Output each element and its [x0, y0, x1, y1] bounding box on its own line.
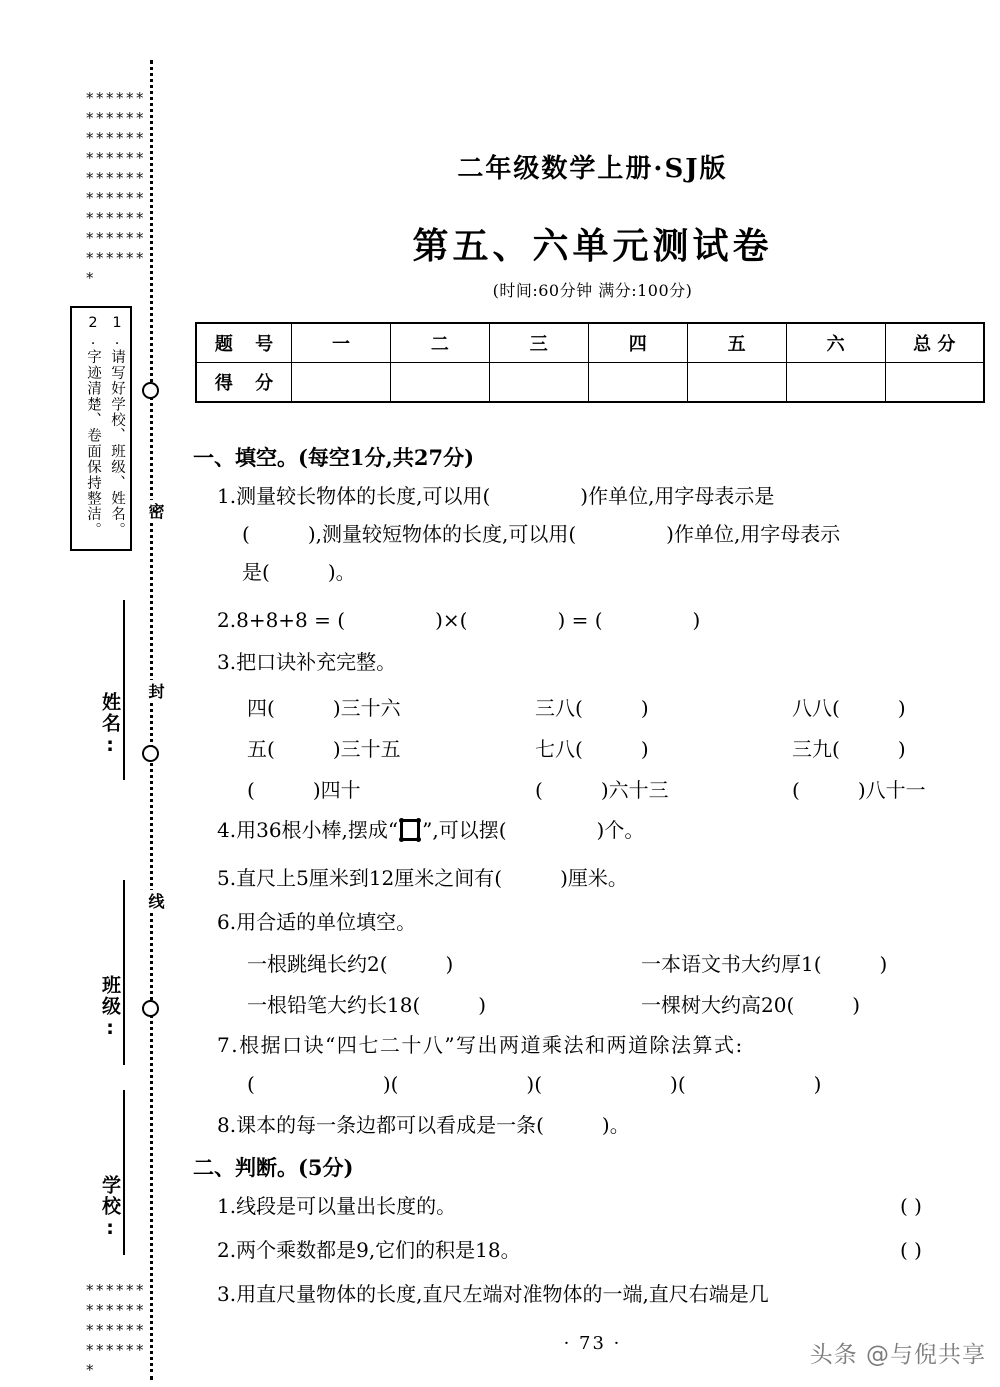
question-5 — [217, 866, 628, 891]
star-decoration-bottom: ************************* — [86, 1281, 146, 1376]
q3-r3c2-b: )六十三 — [600, 778, 669, 802]
q3-row2-col2 — [535, 733, 649, 762]
exam-meta: (时间:60分钟 满分:100分) — [492, 281, 693, 300]
field-label-class: 班级: — [99, 975, 121, 1041]
q3-r3c1-b: )四十 — [312, 778, 361, 802]
q6-item2-left — [247, 989, 486, 1018]
q6-text: 用合适的单位填空。 — [236, 910, 417, 934]
seal-circle-icon — [142, 1000, 159, 1017]
question-8-number: 8. — [217, 1113, 237, 1137]
q1-l2-a: ( — [242, 522, 250, 546]
score-cell-total[interactable] — [885, 363, 984, 403]
subject-line: 二年级数学上册·SJ版 — [457, 154, 728, 184]
q5-a: 直尺上5厘米到12厘米之间有( — [236, 866, 503, 890]
q7-paren-1: )( — [382, 1072, 399, 1096]
seal-dotted-line — [150, 60, 156, 1380]
q5-b: )厘米。 — [560, 866, 628, 890]
score-table-col-1: 一 — [292, 323, 391, 363]
judge-3-text: 用直尺量物体的长度,直尺左端对准物体的一端,直尺右端是几 — [236, 1282, 769, 1306]
score-table-col-3: 三 — [489, 323, 588, 363]
q6-i1-right-b: ) — [879, 952, 888, 976]
page-title: 第五、六单元测试卷 — [412, 225, 773, 267]
q3-r1c1-a: 四( — [247, 696, 275, 720]
q1-l2-c: )作单位,用字母表示 — [666, 522, 841, 546]
q3-r2c1-b: )三十五 — [332, 737, 401, 761]
q2-d: ) — [692, 608, 701, 632]
q3-row1-col2 — [535, 692, 649, 721]
q7-paren-0: ( — [247, 1072, 255, 1096]
instruction-line-1: 1.请写好学校、班级、姓名。 — [109, 315, 125, 538]
field-rule-class[interactable] — [123, 880, 125, 1065]
judge-3-number: 3. — [217, 1282, 237, 1306]
q3-r1c2-b: ) — [640, 696, 649, 720]
q3-row2-col1 — [247, 733, 401, 762]
q3-r2c2-a: 七八( — [535, 737, 583, 761]
judge-1-number: 1. — [217, 1194, 237, 1218]
seal-circle-icon — [142, 745, 159, 762]
question-1-line-1 — [217, 484, 774, 509]
score-table-rowhead-score: 得 分 — [196, 363, 292, 403]
q3-r3c3-a: ( — [792, 778, 800, 802]
score-cell-6[interactable] — [786, 363, 885, 403]
seal-margin — [0, 0, 185, 1387]
q3-r3c2-a: ( — [535, 778, 543, 802]
score-table-rowhead-question: 题 号 — [196, 323, 292, 363]
question-4-number: 4. — [217, 818, 237, 842]
exam-content — [185, 0, 1000, 1387]
judge-question-2 — [217, 1238, 521, 1263]
table-row-scores — [196, 363, 984, 403]
q8-a: 课本的每一条边都可以看成是一条( — [236, 1113, 544, 1137]
q1-l3-b: )。 — [327, 560, 356, 584]
score-cell-1[interactable] — [292, 363, 391, 403]
q6-item1-left — [247, 948, 453, 977]
star-decoration-top: ******************************************************* — [86, 89, 146, 287]
question-1-number: 1. — [217, 484, 237, 508]
q6-i1-left-b: ) — [445, 952, 454, 976]
page-number: · 73 · — [563, 1333, 622, 1354]
q6-i2-right-b: ) — [852, 993, 861, 1017]
q3-r2c3-b: ) — [897, 737, 906, 761]
q6-i1-right-a: 一本语文书大约厚1( — [641, 952, 822, 976]
q1-l3-a: 是( — [242, 560, 270, 584]
q3-r2c3-a: 三九( — [792, 737, 840, 761]
section-heading-judgement: 二、判断。(5分) — [193, 1155, 354, 1180]
judge-2-number: 2. — [217, 1238, 237, 1262]
question-4 — [217, 818, 644, 843]
q4-c: )个。 — [596, 818, 645, 842]
seal-char-feng: 封 — [139, 680, 163, 702]
q8-b: )。 — [601, 1113, 630, 1137]
score-table-col-4: 四 — [588, 323, 687, 363]
question-2-number: 2. — [217, 608, 237, 632]
q2-a: 8+8+8 = ( — [236, 608, 346, 632]
score-table-col-total: 总 分 — [885, 323, 984, 363]
q7-paren-2: )( — [526, 1072, 543, 1096]
q3-row1-col1 — [247, 692, 401, 721]
instruction-box — [70, 306, 132, 551]
judge-2-answer-box[interactable]: ( ) — [900, 1238, 922, 1262]
field-label-school: 学校: — [99, 1175, 121, 1241]
q3-row3-col2 — [535, 774, 669, 803]
question-1-line-3 — [242, 560, 356, 585]
q6-i2-left-a: 一根铅笔大约长18( — [247, 993, 421, 1017]
q6-i1-left-a: 一根跳绳长约2( — [247, 952, 388, 976]
q2-c: ) = ( — [557, 608, 603, 632]
score-table — [195, 322, 985, 403]
field-rule-name[interactable] — [123, 600, 125, 780]
judge-2-text: 两个乘数都是9,它们的积是18。 — [236, 1238, 521, 1262]
question-7 — [217, 1033, 744, 1058]
field-label-name: 姓名: — [99, 692, 121, 758]
q3-row1-col3 — [792, 692, 906, 721]
q3-text: 把口诀补充完整。 — [236, 650, 397, 674]
seal-char-mi: 密 — [139, 500, 163, 522]
q3-r2c2-b: ) — [640, 737, 649, 761]
table-row-header — [196, 323, 984, 363]
q1-l1-a: 测量较长物体的长度,可以用( — [236, 484, 491, 508]
question-7-answer-row — [247, 1072, 821, 1097]
score-cell-3[interactable] — [489, 363, 588, 403]
q4-a: 用36根小棒,摆成“ — [236, 818, 399, 842]
score-cell-5[interactable] — [687, 363, 786, 403]
judge-1-text: 线段是可以量出长度的。 — [236, 1194, 457, 1218]
question-6-number: 6. — [217, 910, 237, 934]
score-table-col-5: 五 — [687, 323, 786, 363]
seal-circle-icon — [142, 382, 159, 399]
watermark: 头条 @与倪共享 — [809, 1342, 986, 1368]
question-2 — [217, 608, 700, 633]
q3-row3-col3 — [792, 774, 926, 803]
q1-l2-b: ),测量较短物体的长度,可以用( — [307, 522, 577, 546]
score-cell-2[interactable] — [390, 363, 489, 403]
judge-question-3 — [217, 1282, 769, 1307]
q3-r3c1-a: ( — [247, 778, 255, 802]
q2-b: )×( — [435, 608, 468, 632]
q3-r1c1-b: )三十六 — [332, 696, 401, 720]
q7-text: 根据口诀“四七二十八”写出两道乘法和两道除法算式: — [239, 1033, 744, 1057]
question-3-number: 3. — [217, 650, 237, 674]
score-table-col-6: 六 — [786, 323, 885, 363]
q1-l1-b: )作单位,用字母表示是 — [580, 484, 775, 508]
judge-1-answer-box[interactable]: ( ) — [900, 1194, 922, 1218]
score-cell-4[interactable] — [588, 363, 687, 403]
q7-paren-3: )( — [670, 1072, 686, 1096]
q3-r2c1-a: 五( — [247, 737, 275, 761]
section-heading-fill-in-blank: 一、填空。(每空1分,共27分) — [193, 445, 475, 470]
q6-item2-right — [641, 989, 860, 1018]
q4-b: ”,可以摆( — [422, 818, 507, 842]
q6-i2-left-b: ) — [478, 993, 487, 1017]
question-1-line-2 — [242, 522, 840, 547]
instruction-line-2: 2.字迹清楚、卷面保持整洁。 — [85, 315, 101, 538]
q3-r1c3-b: ) — [897, 696, 906, 720]
q3-row3-col1 — [247, 774, 361, 803]
question-7-number: 7. — [217, 1033, 240, 1057]
question-8 — [217, 1113, 630, 1138]
q7-paren-4: ) — [813, 1072, 822, 1096]
stick-square-icon — [399, 818, 421, 842]
judge-question-1 — [217, 1194, 456, 1219]
seal-char-xian: 线 — [139, 890, 163, 912]
question-3 — [217, 650, 396, 675]
score-table-col-2: 二 — [390, 323, 489, 363]
field-rule-school[interactable] — [123, 1090, 125, 1255]
q3-r1c2-a: 三八( — [535, 696, 583, 720]
q6-item1-right — [641, 948, 887, 977]
q3-r1c3-a: 八八( — [792, 696, 840, 720]
q3-row2-col3 — [792, 733, 906, 762]
question-6 — [217, 910, 416, 935]
question-5-number: 5. — [217, 866, 237, 890]
q6-i2-right-a: 一棵树大约高20( — [641, 993, 795, 1017]
q3-r3c3-b: )八十一 — [857, 778, 926, 802]
